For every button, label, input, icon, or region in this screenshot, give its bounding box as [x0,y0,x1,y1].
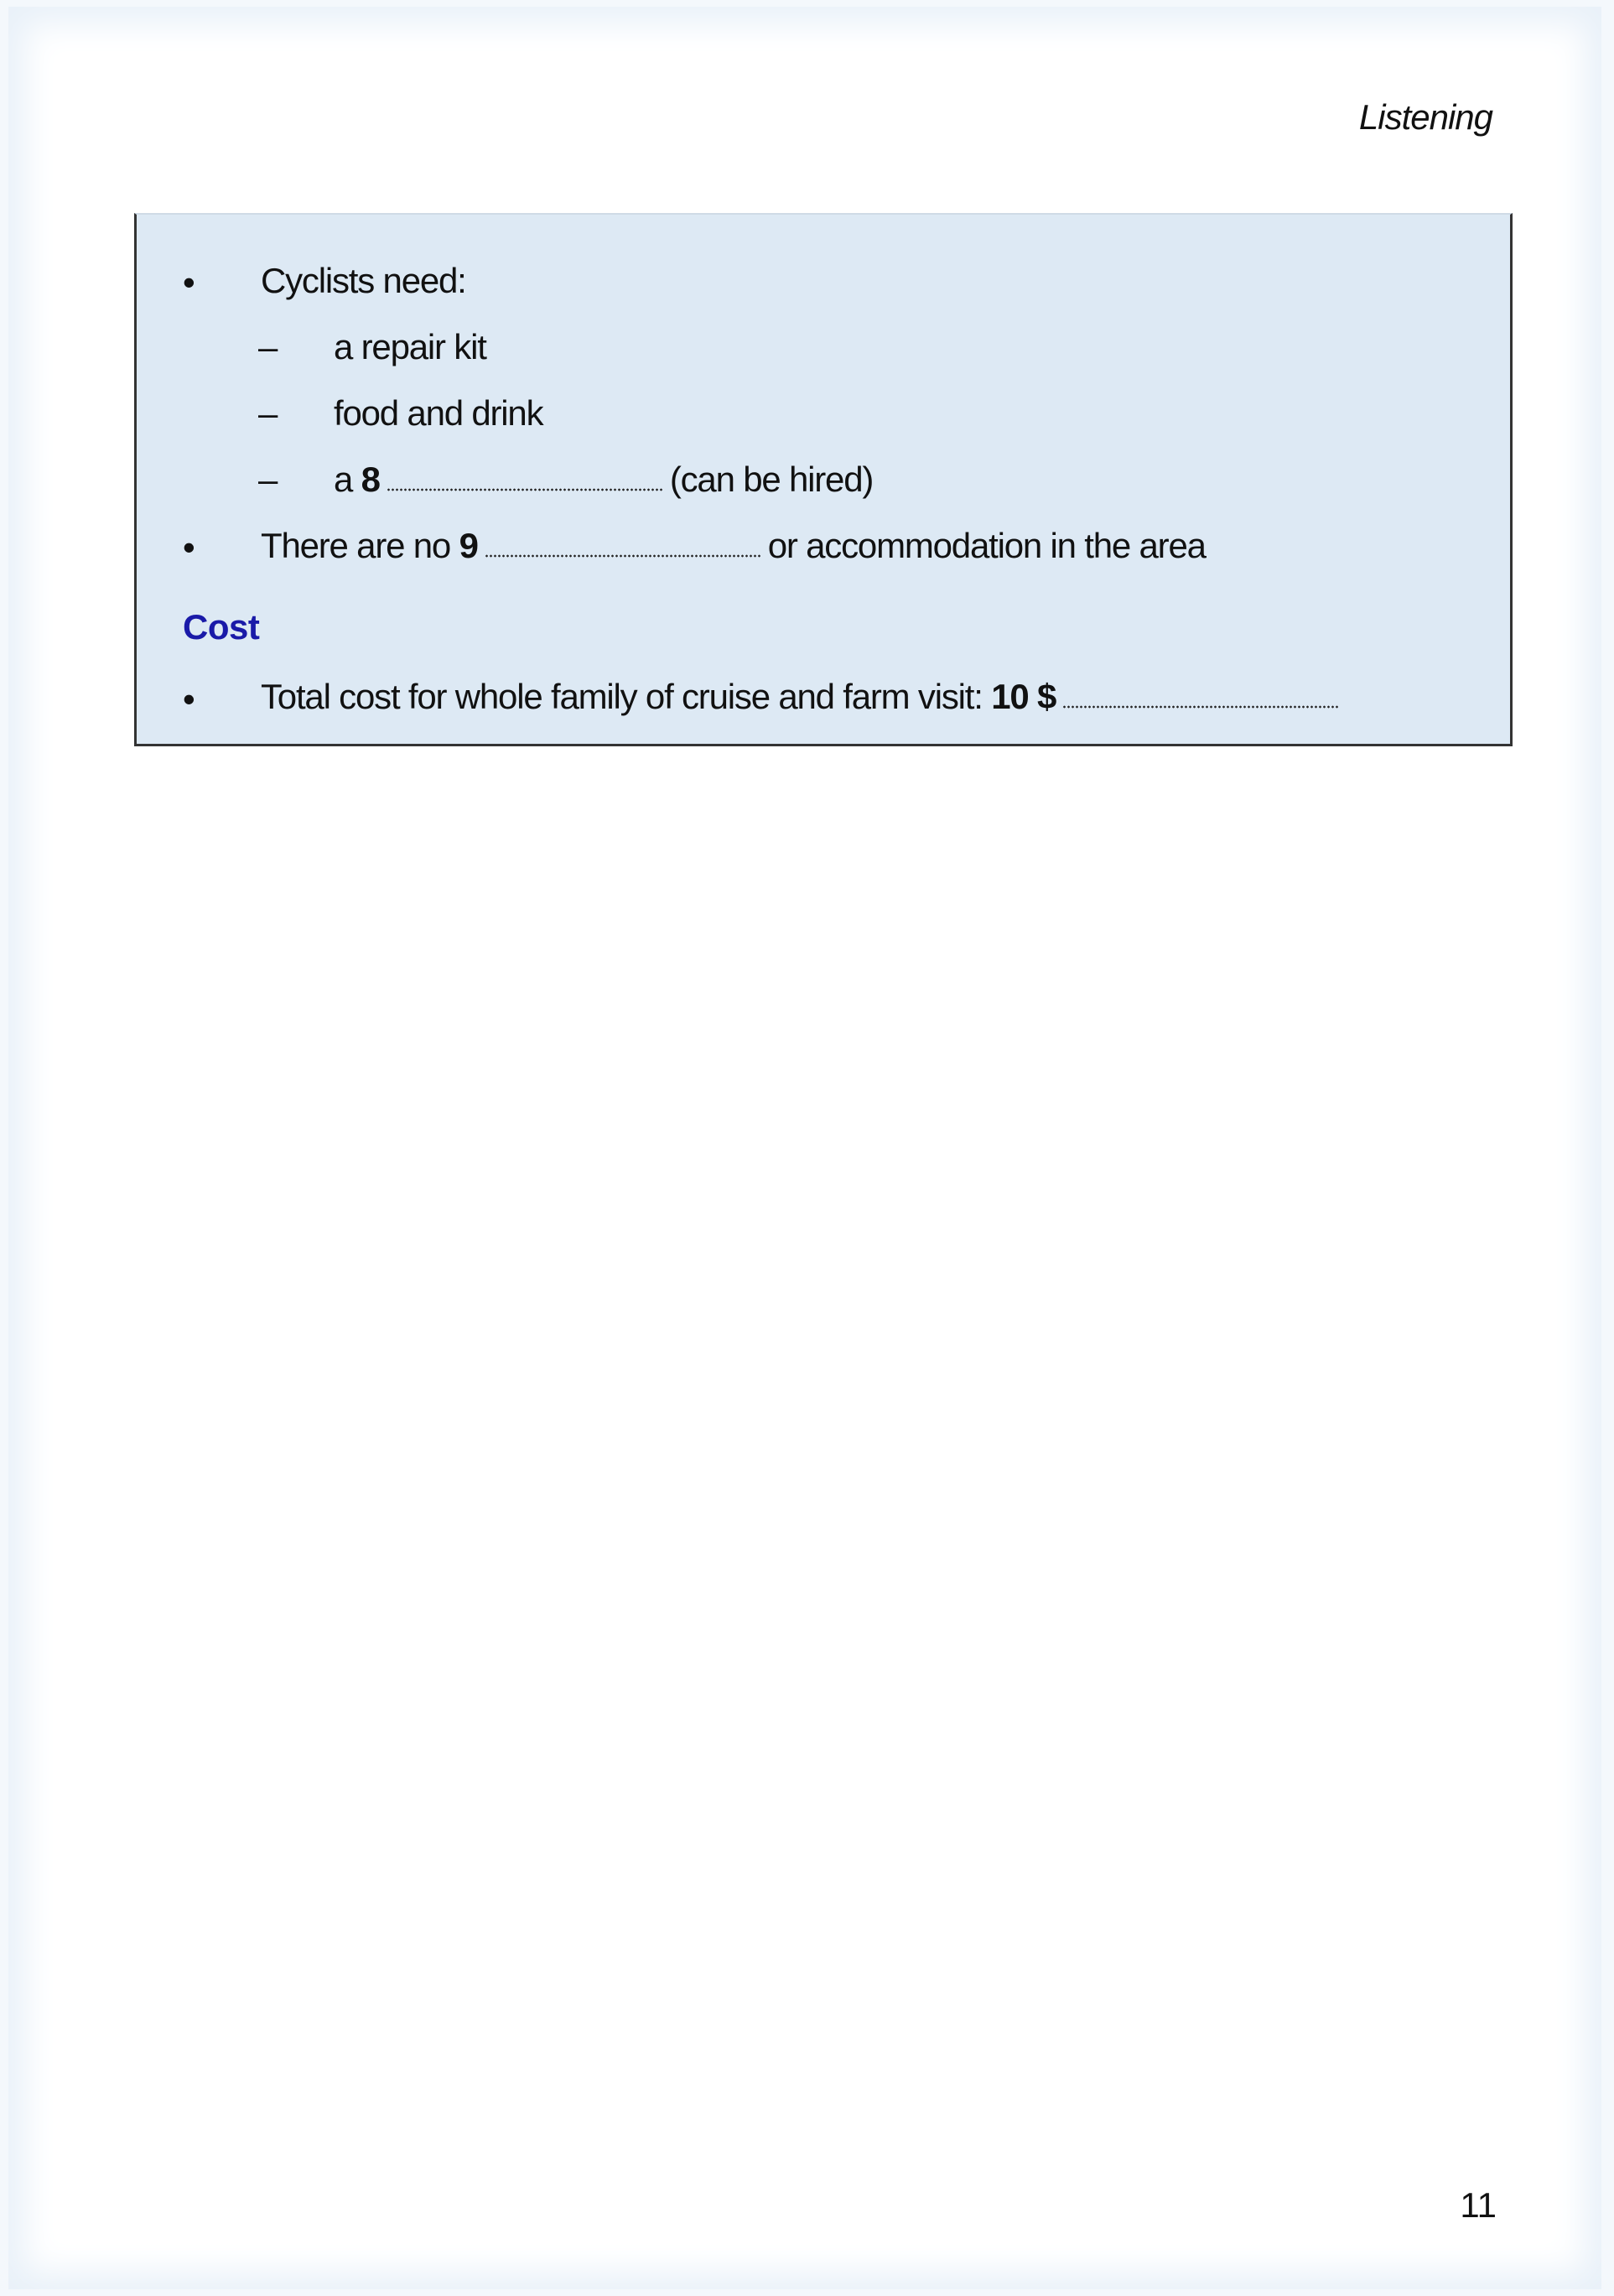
section-title: Listening [1358,97,1492,137]
q10-currency: $ [1037,677,1056,716]
q8-answer-blank[interactable] [387,488,663,491]
question-9-row [261,528,1206,564]
notes-box [134,213,1513,746]
bullet-icon: • [183,679,195,719]
q9-answer-blank[interactable] [485,554,761,558]
bullet-icon: • [183,262,195,302]
question-8-row [334,462,873,497]
question-10-row [261,679,1346,714]
q9-number: 9 [459,526,478,565]
q8-number: 8 [361,460,380,499]
q9-suffix: or accommodation in the area [767,526,1206,565]
q10-number: 10 [991,677,1029,716]
cyclists-need-label: Cyclists need: [261,261,466,300]
cost-heading: Cost [183,607,260,647]
dash-icon: – [258,460,278,499]
list-item-food-drink: food and drink [334,393,543,433]
q9-prefix: There are no [261,526,451,565]
q10-prefix: Total cost for whole family of cruise and farm visit: [261,677,983,716]
page-number: 11 [1460,2185,1497,2225]
dash-icon: – [258,393,278,433]
q8-prefix: a [334,460,353,499]
list-item-repair-kit: a repair kit [334,327,486,366]
dash-icon: – [258,327,278,366]
q10-answer-blank[interactable] [1062,705,1339,709]
page [8,7,1601,2289]
bullet-icon: • [183,527,195,567]
q8-suffix: (can be hired) [669,460,874,499]
